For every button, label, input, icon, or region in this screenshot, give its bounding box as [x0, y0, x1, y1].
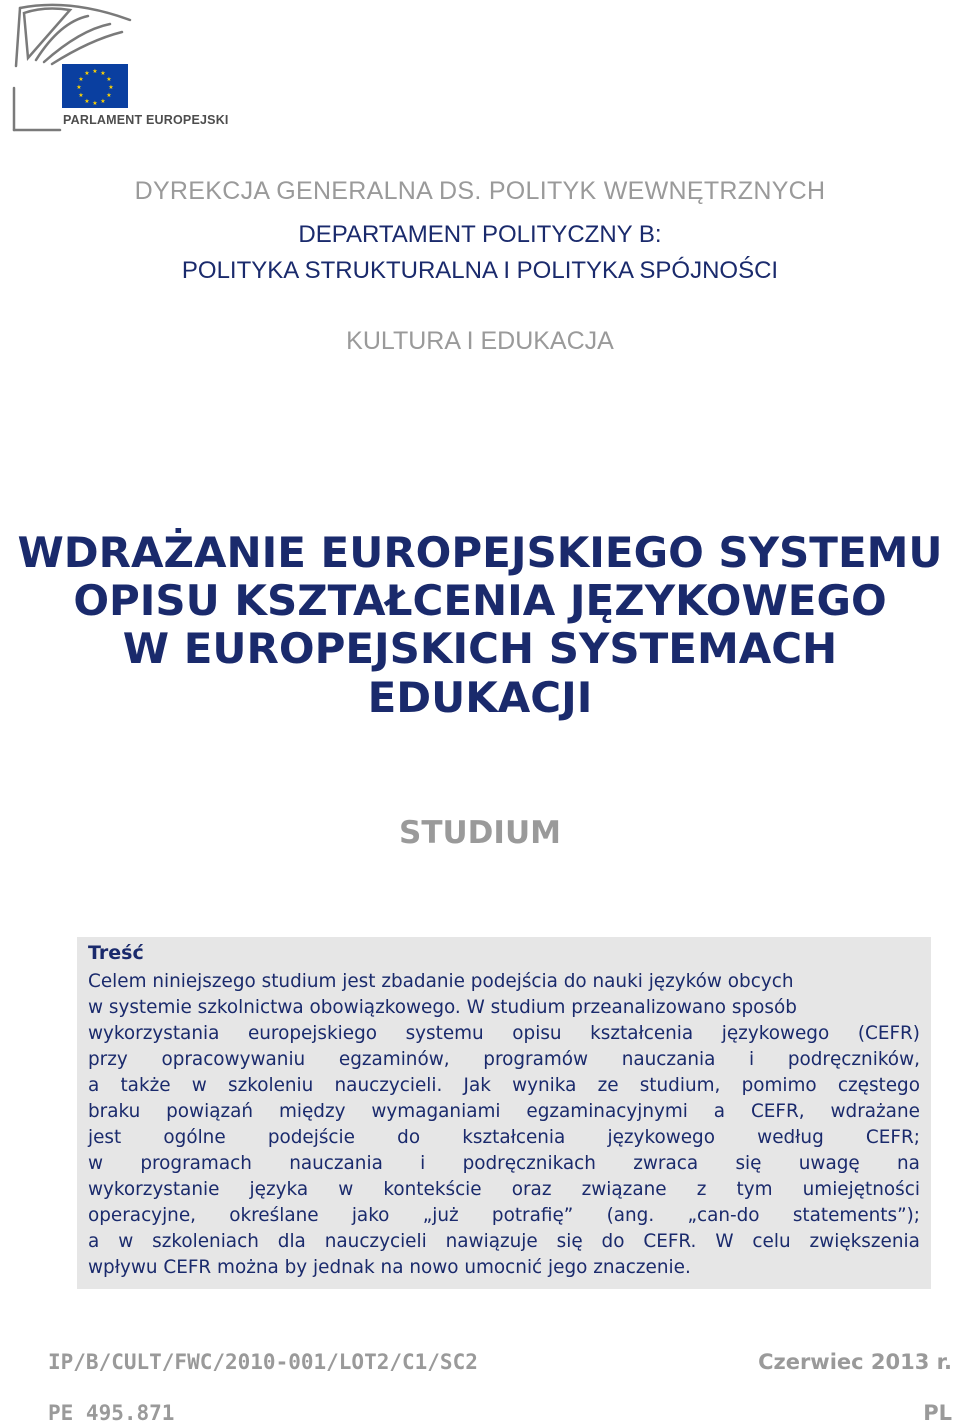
svg-text:★: ★ [84, 70, 90, 77]
summary-heading: Treść [88, 942, 144, 964]
publication-date: Czerwiec 2013 r. [758, 1350, 952, 1374]
svg-text:★: ★ [108, 84, 114, 91]
summary-box [77, 937, 931, 1289]
title-line-3: W EUROPEJSKICH SYSTEMACH [122, 624, 838, 673]
pe-number: PE 495.871 [48, 1401, 175, 1425]
summary-line: operacyjne, określane jako „już potrafię” (ang. „can-do statements”); [88, 1205, 920, 1226]
svg-text:★: ★ [84, 98, 90, 105]
theme-label: KULTURA I EDUKACJA [346, 327, 614, 355]
summary-line: a w szkoleniach dla nauczycieli nawiązuje się do CEFR. W celu zwiększenia [88, 1231, 920, 1252]
summary-line: wykorzystanie języka w kontekście oraz związane z tym umiejętności [88, 1179, 920, 1200]
summary-line: wpływu CEFR można by jednak na nowo umocnić jego znaczenie. [88, 1257, 691, 1278]
european-parliament-logo [0, 0, 230, 140]
logo-label: PARLAMENT EUROPEJSKI [63, 113, 229, 127]
svg-text:★: ★ [100, 70, 106, 77]
summary-line: Celem niniejszego studium jest zbadanie podejścia do nauki języków obcych [88, 971, 794, 992]
summary-line: w programach nauczania i podręcznikach zwraca się uwagę na [88, 1153, 920, 1174]
summary-line: w systemie szkolnictwa obowiązkowego. W studium przeanalizowano sposób [88, 997, 797, 1018]
svg-text:★: ★ [106, 76, 112, 83]
directorate-general: DYREKCJA GENERALNA DS. POLITYK WEWNĘTRZNYCH [134, 177, 826, 205]
document-type: STUDIUM [399, 815, 561, 851]
summary-line: wykorzystania europejskiego systemu opisu kształcenia językowego (CEFR) [88, 1023, 920, 1044]
summary-line: przy opracowywaniu egzaminów, programów nauczania i podręczników, [88, 1049, 920, 1070]
svg-text:★: ★ [78, 92, 84, 99]
department-line-2: POLITYKA STRUKTURALNA I POLITYKA SPÓJNOŚCI [181, 257, 779, 284]
svg-text:★: ★ [78, 76, 84, 83]
summary-line: a także w szkoleniu nauczycieli. Jak wynika ze studium, pomimo częstego [88, 1075, 920, 1096]
department-line-1: DEPARTAMENT POLITYCZNY B: [298, 221, 662, 248]
title-line-2: OPISU KSZTAŁCENIA JĘZYKOWEGO [73, 576, 887, 625]
svg-text:★: ★ [106, 92, 112, 99]
reference-number: IP/B/CULT/FWC/2010-001/LOT2/C1/SC2 [48, 1350, 478, 1374]
title-line-1: WDRAŻANIE EUROPEJSKIEGO SYSTEMU [17, 528, 943, 577]
title-line-4: EDUKACJI [367, 673, 593, 722]
language-code: PL [923, 1401, 952, 1425]
svg-text:★: ★ [92, 100, 98, 107]
svg-text:★: ★ [76, 84, 82, 91]
svg-text:★: ★ [92, 68, 98, 75]
summary-line: jest ogólne podejście do kształcenia językowego według CEFR; [88, 1127, 920, 1148]
svg-text:★: ★ [100, 98, 106, 105]
summary-line: braku powiązań między wymaganiami egzaminacyjnymi a CEFR, wdrażane [88, 1101, 920, 1122]
